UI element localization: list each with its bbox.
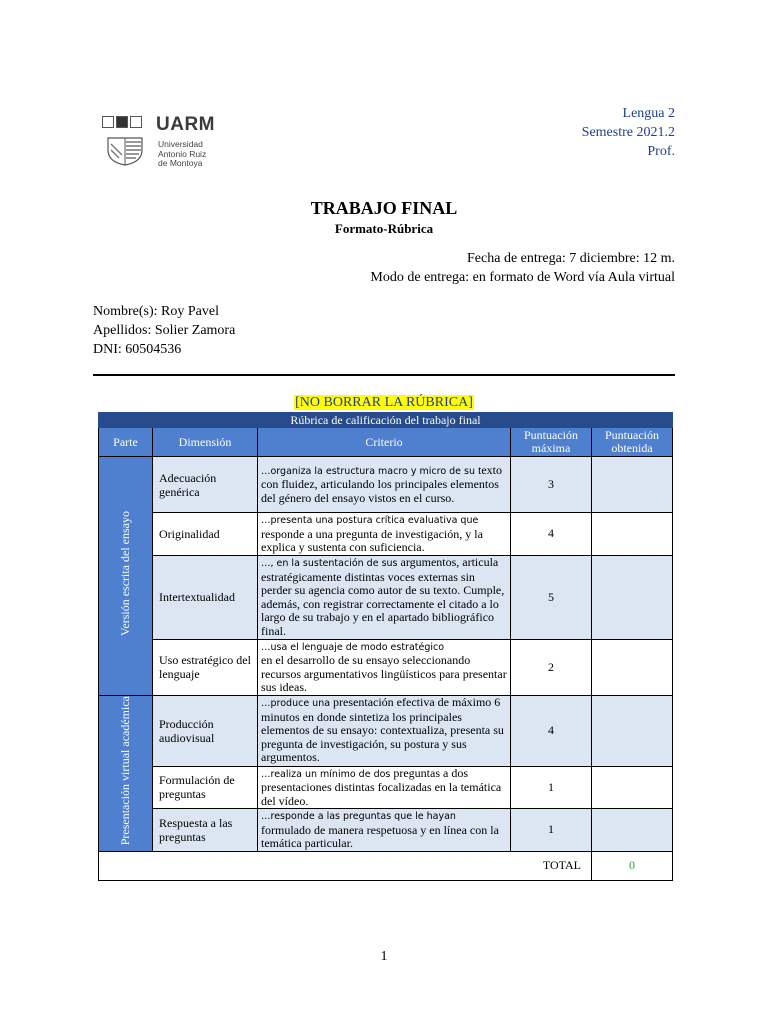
table-row (99, 555, 673, 639)
dimension-cell: Uso estratégico del lenguaje (153, 639, 258, 695)
delivery-info (370, 249, 675, 287)
obtained-score-cell[interactable] (592, 513, 673, 556)
table-row (99, 513, 673, 556)
rubric-table (98, 412, 673, 881)
part-written-essay: Versión escrita del ensayo (99, 457, 153, 696)
criterion-cell: …responde a las preguntas que le hayan formulado de manera respetuosa y en línea con la temática particular. (258, 809, 511, 852)
criterion-cell: …organiza la estructura macro y micro de su texto con fluidez, articulando los principales elementos del género del ensayo vistos en el curso. (258, 457, 511, 513)
student-surnames: Apellidos: Solier Zamora (93, 323, 236, 338)
max-score-cell: 5 (511, 555, 592, 639)
max-score-cell: 4 (511, 513, 592, 556)
header-part: Parte (99, 428, 153, 457)
logo-emblem-icon (102, 114, 148, 166)
obtained-score-cell[interactable] (592, 555, 673, 639)
dimension-cell: Adecuación genérica (153, 457, 258, 513)
delivery-mode: Modo de entrega: en formato de Word vía Aula virtual (370, 270, 675, 285)
rubric-warning: [NO BORRAR LA RÚBRICA] (295, 395, 473, 410)
max-score-cell: 4 (511, 695, 592, 766)
total-row (99, 851, 673, 880)
obtained-score-cell[interactable] (592, 766, 673, 809)
professor: Prof. (647, 144, 675, 159)
criterion-cell: …usa el lenguaje de modo estratégico en el desarrollo de su ensayo seleccionando recursos argumentativos lingüísticos para presentar sus ideas. (258, 639, 511, 695)
rubric-caption: Rúbrica de calificación del trabajo final (99, 413, 673, 428)
dimension-cell: Originalidad (153, 513, 258, 556)
obtained-score-cell[interactable] (592, 809, 673, 852)
max-score-cell: 2 (511, 639, 592, 695)
student-dni: DNI: 60504536 (93, 342, 182, 357)
course-name: Lengua 2 (622, 106, 675, 121)
dimension-cell: Producción audiovisual (153, 695, 258, 766)
page-title: TRABAJO FINAL (310, 198, 458, 218)
header-criterion: Criterio (258, 428, 511, 457)
semester: Semestre 2021.2 (581, 125, 675, 140)
student-names: Nombre(s): Roy Pavel (93, 304, 219, 319)
course-header (582, 104, 675, 161)
logo-university-name: Universidad Antonio Ruiz de Montoya (158, 139, 207, 168)
page-number: 1 (380, 949, 388, 964)
table-row (99, 639, 673, 695)
delivery-date: Fecha de entrega: 7 diciembre: 12 m. (467, 251, 675, 266)
criterion-cell: …produce una presentación efectiva de máximo 6 minutos en donde sintetiza los principales elementos de su ensayo: contextualiza, presenta su pregunta de investigación, su postura y sus argumentos. (258, 695, 511, 766)
dimension-cell: Formulación de preguntas (153, 766, 258, 809)
criterion-cell: …presenta una postura crítica evaluativa que responde a una pregunta de investigación, y la explica y sustenta con suficiencia. (258, 513, 511, 556)
table-row (99, 695, 673, 766)
header-dimension: Dimensión (153, 428, 258, 457)
page-subtitle: Formato-Rúbrica (334, 221, 434, 236)
criterion-cell: …realiza un mínimo de dos preguntas a dos presentaciones distintas focalizadas en la temática del vídeo. (258, 766, 511, 809)
dimension-cell: Intertextualidad (153, 555, 258, 639)
part-virtual-presentation: Presentación virtual académica (99, 695, 153, 851)
obtained-score-cell[interactable] (592, 695, 673, 766)
obtained-score-cell[interactable] (592, 457, 673, 513)
university-logo (102, 114, 242, 170)
max-score-cell: 3 (511, 457, 592, 513)
total-label: TOTAL (99, 851, 592, 880)
table-row (99, 809, 673, 852)
max-score-cell: 1 (511, 809, 592, 852)
rubric-header-row (99, 428, 673, 457)
divider (93, 374, 675, 376)
header-obtained-score: Puntuación obtenida (592, 428, 673, 457)
max-score-cell: 1 (511, 766, 592, 809)
table-row (99, 766, 673, 809)
student-info (93, 302, 235, 359)
dimension-cell: Respuesta a las preguntas (153, 809, 258, 852)
logo-brand: UARM (156, 114, 215, 135)
shield-icon (106, 136, 144, 166)
obtained-score-cell[interactable] (592, 639, 673, 695)
table-row (99, 457, 673, 513)
criterion-cell: …, en la sustentación de sus argumentos, articula estratégicamente distintas voces externas sin perder su agencia como autor de su texto. Cumple, además, con registrar correctamente el citado a lo largo de su trabajo y en el apartado bibliográfico final. (258, 555, 511, 639)
total-value: 0 (592, 851, 673, 880)
header-max-score: Puntuación máxima (511, 428, 592, 457)
